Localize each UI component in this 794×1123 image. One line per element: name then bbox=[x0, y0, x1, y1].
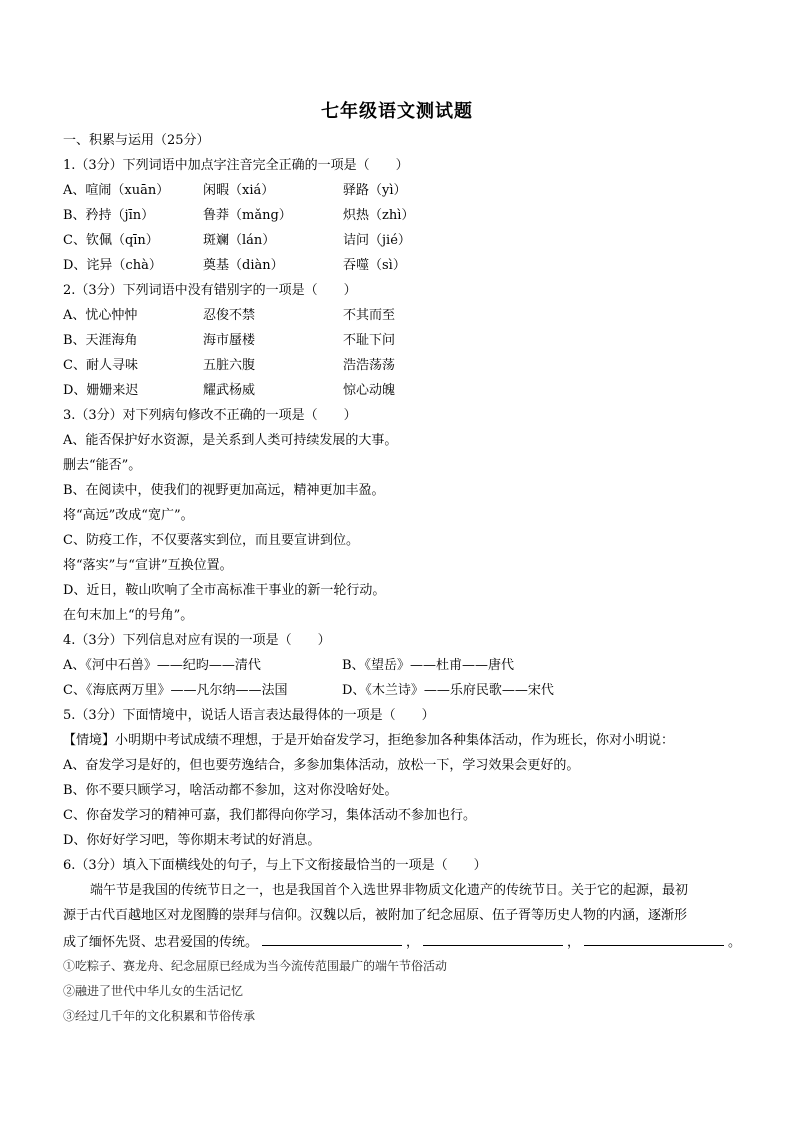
q1-d-3: 吞噬（sì） bbox=[343, 258, 406, 273]
q1-d-1: D、诧异（chà） bbox=[63, 258, 162, 273]
q2-a-2: 忍俊不禁 bbox=[203, 308, 256, 323]
q3-line-4: 将“高远”改成“宽广”。 bbox=[63, 508, 194, 523]
q1-c-3: 诘问（jié） bbox=[343, 233, 411, 248]
q5-option-d: D、你好好学习吧，等你期末考试的好消息。 bbox=[63, 833, 321, 848]
q2-c-1: C、耐人寻味 bbox=[63, 358, 138, 373]
q3-line-5: C、防疫工作，不仅要落实到位，而且要宣讲到位。 bbox=[63, 533, 359, 548]
fill-blank-1[interactable] bbox=[262, 932, 402, 946]
q2-c-3: 浩浩荡荡 bbox=[343, 358, 396, 373]
q6-item-1: ①吃粽子、赛龙舟、纪念屈原已经成为当今流传范围最广的端午节俗活动 bbox=[63, 959, 448, 973]
question-2-stem: 2.（3分）下列词语中没有错别字的一项是（ ） bbox=[63, 283, 357, 298]
q3-line-2: 删去“能否”。 bbox=[63, 458, 142, 473]
q2-b-2: 海市蜃楼 bbox=[203, 333, 256, 348]
q1-b-3: 炽热（zhì） bbox=[343, 208, 415, 223]
page-title: 七年级语文测试题 bbox=[321, 101, 473, 122]
q1-c-1: C、钦佩（qīn） bbox=[63, 233, 159, 248]
q5-option-b: B、你不要只顾学习，啥活动都不参加，这对你没啥好处。 bbox=[63, 783, 398, 798]
q3-line-1: A、能否保护好水资源，是关系到人类可持续发展的大事。 bbox=[63, 433, 398, 448]
q3-line-8: 在句末加上“的号角”。 bbox=[63, 608, 194, 623]
q1-a-3: 驿路（yì） bbox=[343, 183, 407, 198]
q1-d-2: 奠基（diàn） bbox=[203, 258, 284, 273]
q6-paragraph-line-1: 端午节是我国的传统节日之一，也是我国首个入选世界非物质文化遗产的传统节日。关于它的起源，最初 bbox=[90, 883, 689, 898]
q2-d-1: D、姗姗来迟 bbox=[63, 383, 139, 398]
question-4-stem: 4.（3分）下列信息对应有误的一项是（ ） bbox=[63, 633, 331, 648]
section-heading: 一、积累与运用（25分） bbox=[63, 133, 210, 148]
q2-b-3: 不耻下问 bbox=[343, 333, 396, 348]
question-6-stem: 6.（3分）填入下面横线处的句子，与上下文衔接最恰当的一项是（ ） bbox=[63, 858, 487, 873]
q4-option-c: C、《海底两万里》——凡尔纳——法国 bbox=[63, 683, 288, 698]
separator-1: ， bbox=[406, 935, 420, 950]
q6-paragraph-line-3 bbox=[63, 932, 741, 952]
question-1-stem: 1.（3分）下列词语中加点字注音完全正确的一项是（ ） bbox=[63, 158, 409, 173]
separator-2: ， bbox=[567, 935, 581, 950]
q4-option-a: A、《河中石兽》——纪昀——清代 bbox=[63, 658, 261, 673]
q1-c-2: 斑斓（lán） bbox=[203, 233, 276, 248]
q6-item-2: ②融进了世代中华儿女的生活记忆 bbox=[63, 984, 244, 998]
q2-c-2: 五脏六腹 bbox=[203, 358, 256, 373]
q4-option-b: B、《望岳》——杜甫——唐代 bbox=[342, 658, 515, 673]
fill-blank-2[interactable] bbox=[423, 932, 563, 946]
q1-b-2: 鲁莽（mǎng） bbox=[203, 208, 292, 223]
q3-line-6: 将“落实”与“宣讲”互换位置。 bbox=[63, 558, 233, 573]
q5-option-c: C、你奋发学习的精神可嘉，我们都得向你学习，集体活动不参加也行。 bbox=[63, 808, 476, 823]
q6-paragraph-text: 成了缅怀先贤、忠君爱国的传统。 bbox=[63, 935, 259, 950]
q3-line-3: B、在阅读中，使我们的视野更加高远，精神更加丰盈。 bbox=[63, 483, 385, 498]
q5-option-a: A、奋发学习是好的，但也要劳逸结合，多参加集体活动，放松一下，学习效果会更好的。 bbox=[63, 758, 580, 773]
question-5-stem: 5.（3分）下面情境中，说话人语言表达最得体的一项是（ ） bbox=[63, 708, 435, 723]
q1-a-2: 闲暇（xiá） bbox=[203, 183, 275, 198]
period: 。 bbox=[728, 935, 742, 950]
q2-a-3: 不其而至 bbox=[343, 308, 396, 323]
q2-d-2: 耀武杨威 bbox=[203, 383, 256, 398]
fill-blank-3[interactable] bbox=[584, 932, 724, 946]
q2-b-1: B、天涯海角 bbox=[63, 333, 138, 348]
q6-item-3: ③经过几千年的文化积累和节俗传承 bbox=[63, 1009, 256, 1023]
q2-a-1: A、忧心忡忡 bbox=[63, 308, 138, 323]
q3-line-7: D、近日，鞍山吹响了全市高标准干事业的新一轮行动。 bbox=[63, 583, 386, 598]
q2-d-3: 惊心动魄 bbox=[343, 383, 396, 398]
question-3-stem: 3.（3分）对下列病句修改不正确的一项是（ ） bbox=[63, 408, 357, 423]
q1-a-1: A、喧闹（xuān） bbox=[63, 183, 170, 198]
q6-paragraph-line-2: 源于古代百越地区对龙图腾的崇拜与信仰。汉魏以后，被附加了纪念屈原、伍子胥等历史人物的内涵，逐渐形 bbox=[63, 908, 688, 923]
q5-context: 【情境】小明期中考试成绩不理想，于是开始奋发学习，拒绝参加各种集体活动，作为班长，你对小明说： bbox=[63, 733, 675, 748]
q4-option-d: D、《木兰诗》——乐府民歌——宋代 bbox=[342, 683, 554, 698]
q1-b-1: B、矜持（jīn） bbox=[63, 208, 155, 223]
